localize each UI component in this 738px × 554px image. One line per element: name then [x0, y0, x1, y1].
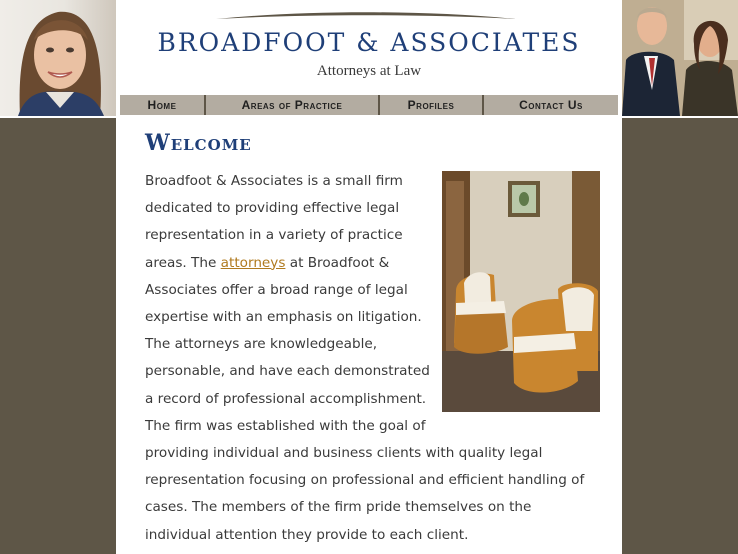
nav-item-contact-us[interactable]: Contact Us: [519, 98, 583, 112]
main-content: [116, 118, 622, 554]
firm-name: BROADFOOT & ASSOCIATES: [157, 28, 581, 57]
nav-item-home[interactable]: Home: [120, 95, 206, 115]
attorneys-link[interactable]: attorneys: [220, 254, 286, 271]
office-chairs-photo: [442, 171, 600, 412]
welcome-text: Broadfoot & Associates is a small firm dedicated to providing effective legal representation in a variety of practice areas. The attorneys at Broadfoot & Associates offer a broad range of legal expertise with an emphasis on litigation. The attorneys are knowledgeable, personable, and have each demonstrated a record of professional accomplishment. The firm was established with the goal of providing individual and business clients with quality legal representation focusing on professional and efficient handling of cases. The members of the firm pride themselves on the individual attention they provide to each client.: [145, 168, 600, 549]
nav-item-areas-of-practice[interactable]: Areas of Practice: [206, 95, 380, 115]
site-header: [116, 0, 622, 95]
tagline: Attorneys at Law: [316, 63, 422, 79]
page-title: Welcome: [145, 130, 252, 156]
attorneys-photo-right: [622, 0, 738, 116]
attorney-portrait-left: [0, 0, 116, 116]
header-swoosh-icon: [216, 10, 516, 20]
nav-item-profiles[interactable]: Profiles: [380, 95, 484, 115]
main-nav: [120, 95, 618, 115]
